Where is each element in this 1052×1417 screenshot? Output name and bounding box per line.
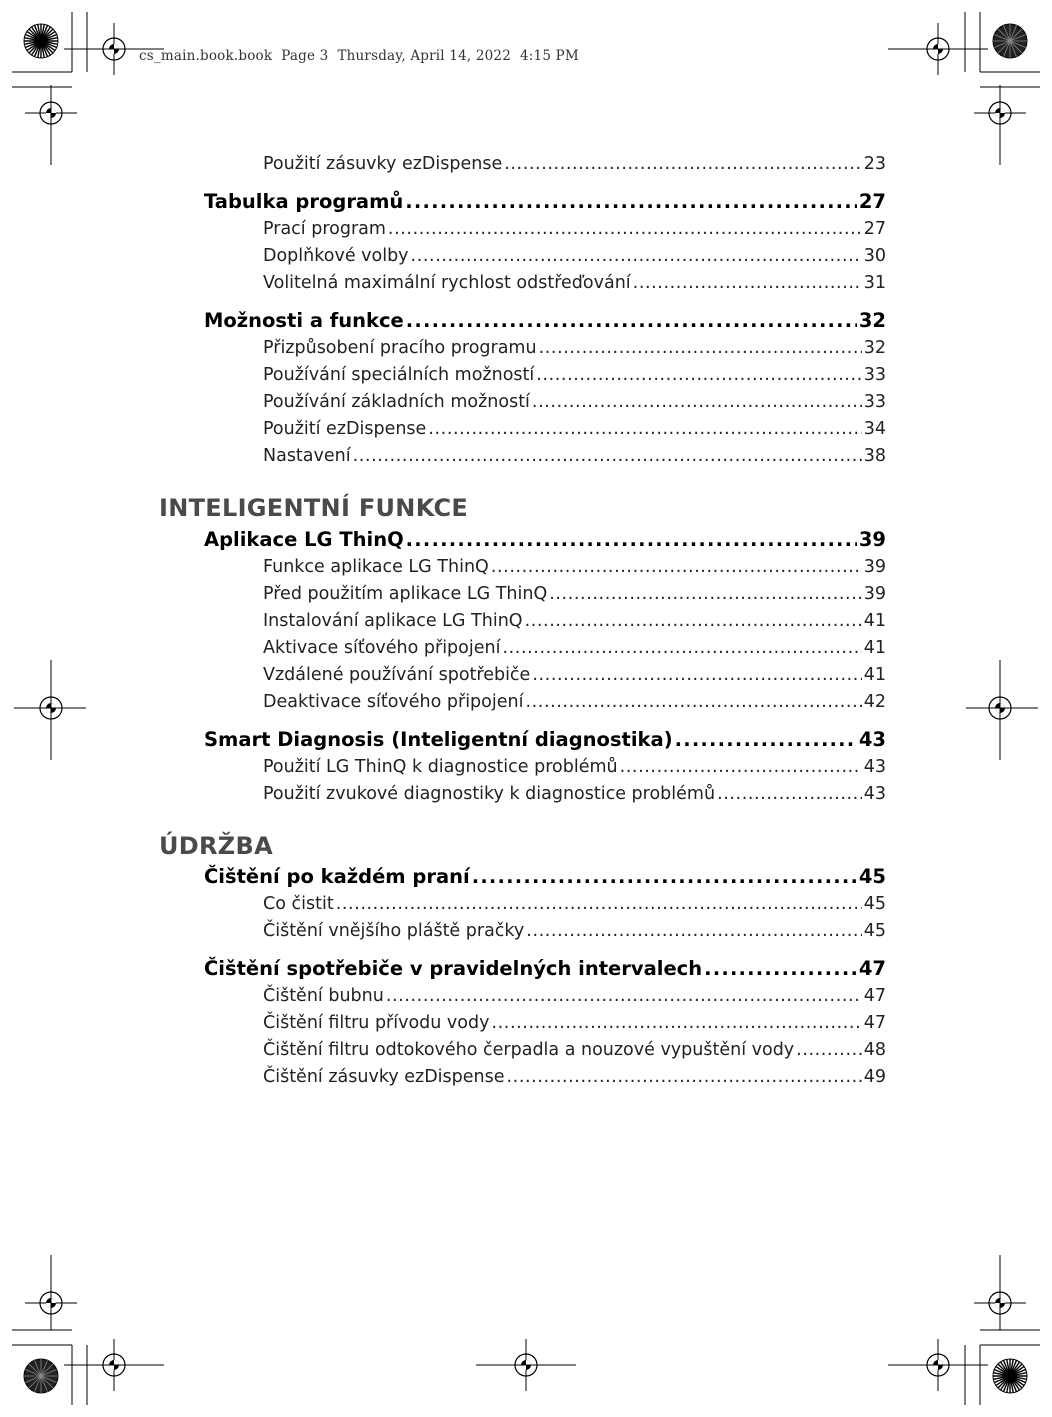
toc-entry[interactable]: Před použitím aplikace LG ThinQ ..... 39 <box>263 584 886 604</box>
toc-entry[interactable]: Čištění filtru odtokového čerpadla a nouzové vypuštění vody ..... 48 <box>263 1040 886 1060</box>
toc-entry[interactable]: Použití zvukové diagnostiky k diagnostice problémů ..... 43 <box>263 784 886 804</box>
toc-entry[interactable]: Volitelná maximální rychlost odstřeďování ..... 31 <box>263 273 886 293</box>
toc-entry[interactable]: Doplňkové volby ..... 30 <box>263 246 886 266</box>
toc-entry[interactable]: Použití zásuvky ezDispense ..... 23 <box>263 154 886 174</box>
toc-entry[interactable]: Použití ezDispense ..... 34 <box>263 419 886 439</box>
toc-entry[interactable]: Čištění vnějšího pláště pračky ..... 45 <box>263 921 886 941</box>
toc-entry[interactable]: Používání speciálních možností ..... 33 <box>263 365 886 385</box>
print-slug-header: cs_main.book.book Page 3 Thursday, April 14, 2022 4:15 PM <box>139 48 579 64</box>
toc-entry[interactable]: Aktivace síťového připojení ..... 41 <box>263 638 886 658</box>
toc-entry[interactable]: Čištění bubnu ..... 47 <box>263 986 886 1006</box>
toc-entry[interactable]: Používání základních možností ..... 33 <box>263 392 886 412</box>
toc-entry[interactable]: Přizpůsobení pracího programu ..... 32 <box>263 338 886 358</box>
toc-entry[interactable]: Funkce aplikace LG ThinQ ..... 39 <box>263 557 886 577</box>
toc-heading-thinq[interactable]: Aplikace LG ThinQ ..... 39 <box>204 528 886 551</box>
section-title-maintenance: ÚDRŽBA <box>159 832 273 860</box>
toc-entry[interactable]: Čištění filtru přívodu vody ..... 47 <box>263 1013 886 1033</box>
toc-heading-tabulka[interactable]: Tabulka programů ..... 27 <box>204 190 886 213</box>
toc-entry[interactable]: Prací program ..... 27 <box>263 219 886 239</box>
toc-entry[interactable]: Vzdálené používání spotřebiče ..... 41 <box>263 665 886 685</box>
toc-entry[interactable]: Co čistit ..... 45 <box>263 894 886 914</box>
toc-heading-diagnosis[interactable]: Smart Diagnosis (Inteligentní diagnostika) ..... 43 <box>204 728 886 751</box>
section-title-smart-functions: INTELIGENTNÍ FUNKCE <box>159 494 469 522</box>
toc-entry[interactable]: Použití LG ThinQ k diagnostice problémů ..... 43 <box>263 757 886 777</box>
toc-entry[interactable]: Deaktivace síťového připojení ..... 42 <box>263 692 886 712</box>
toc-heading-cleaning-after-wash[interactable]: Čištění po každém praní ..... 45 <box>204 865 886 888</box>
toc-entry[interactable]: Čištění zásuvky ezDispense ..... 49 <box>263 1067 886 1087</box>
toc-heading-moznosti[interactable]: Možnosti a funkce ..... 32 <box>204 309 886 332</box>
toc-heading-regular-cleaning[interactable]: Čištění spotřebiče v pravidelných intervalech ..... 47 <box>204 957 886 980</box>
toc-entry[interactable]: Instalování aplikace LG ThinQ ..... 41 <box>263 611 886 631</box>
toc-entry[interactable]: Nastavení ..... 38 <box>263 446 886 466</box>
